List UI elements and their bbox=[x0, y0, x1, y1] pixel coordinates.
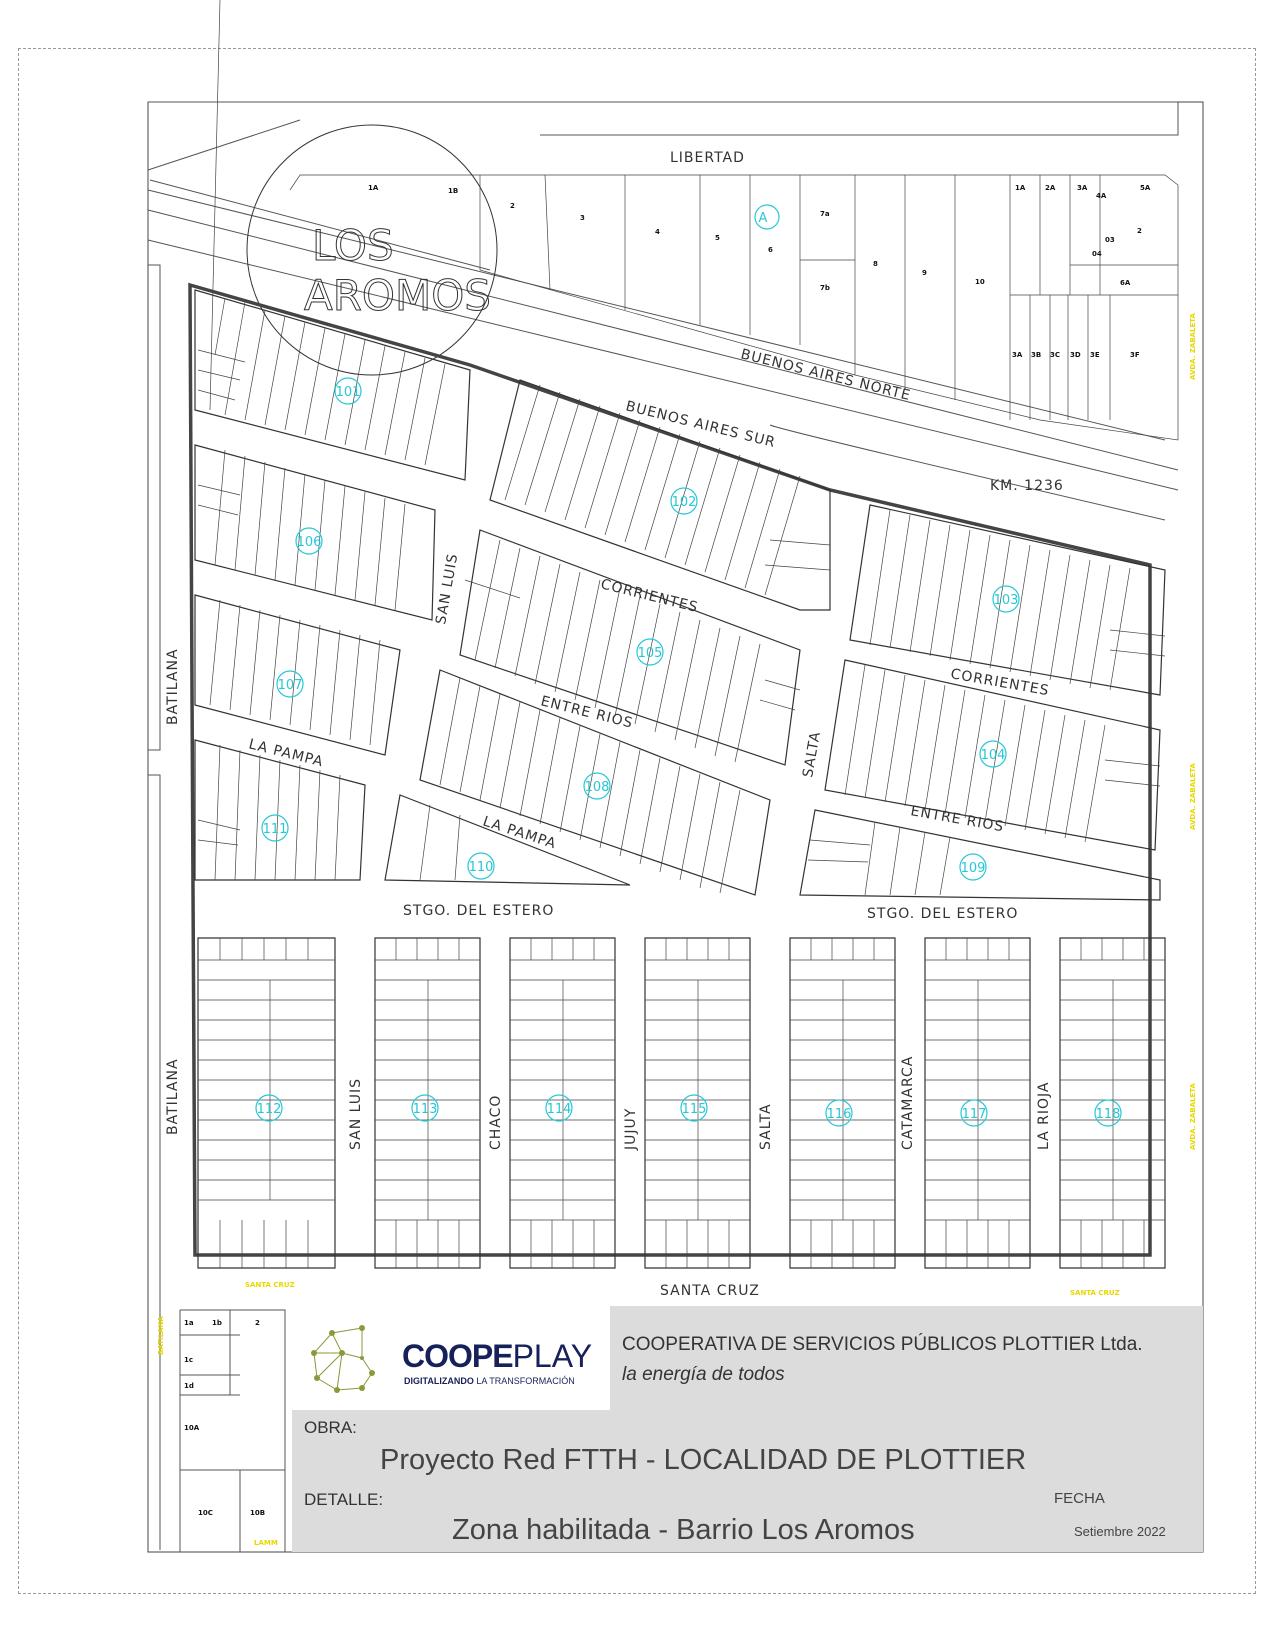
inset-lot-labels bbox=[184, 1319, 265, 1517]
svg-text:5: 5 bbox=[715, 234, 720, 242]
street-santa-cruz-small-1: SANTA CRUZ bbox=[245, 1281, 295, 1289]
svg-text:10B: 10B bbox=[250, 1509, 266, 1517]
svg-text:2: 2 bbox=[1137, 227, 1142, 235]
street-zabaleta-1: AVDA. ZABALETA bbox=[1189, 313, 1197, 380]
street-san-luis-2: SAN LUIS bbox=[348, 1077, 364, 1150]
enabled-zone-outline bbox=[190, 285, 1150, 1255]
detalle-section bbox=[292, 1488, 1047, 1552]
block-id-101: 101 bbox=[335, 385, 361, 400]
svg-text:2: 2 bbox=[255, 1319, 260, 1327]
block-id-116: 116 bbox=[826, 1107, 852, 1122]
tagline-bold: DIGITALIZANDO bbox=[404, 1376, 474, 1386]
block-106 bbox=[195, 445, 435, 620]
block-id-111: 111 bbox=[262, 822, 288, 837]
street-santa-cruz-small-2: SANTA CRUZ bbox=[1070, 1289, 1120, 1297]
block-id-114: 114 bbox=[546, 1102, 572, 1117]
svg-text:3A: 3A bbox=[1077, 184, 1088, 192]
block-id-105: 105 bbox=[637, 646, 663, 661]
block-id-112: 112 bbox=[256, 1102, 282, 1117]
street-la-rioja: LA RIOJA bbox=[1036, 1081, 1052, 1150]
coopeplay-logo-icon bbox=[302, 1318, 392, 1398]
street-buenos-aires-sur: BUENOS AIRES SUR bbox=[624, 398, 778, 452]
svg-text:2: 2 bbox=[510, 202, 515, 210]
obra-label: OBRA: bbox=[304, 1418, 357, 1437]
street-zabaleta-3: AVDA. ZABALETA bbox=[1189, 1083, 1197, 1150]
tagline-light: LA TRANSFORMACIÓN bbox=[476, 1376, 575, 1386]
svg-text:1d: 1d bbox=[184, 1382, 194, 1390]
svg-text:4A: 4A bbox=[1096, 192, 1107, 200]
street-san-luis-1: SAN LUIS bbox=[433, 551, 462, 626]
svg-text:3A: 3A bbox=[1012, 351, 1023, 359]
block-id-115: 115 bbox=[681, 1102, 707, 1117]
cooperative-name: COOPERATIVA DE SERVICIOS PÚBLICOS PLOTTIER Ltda. bbox=[622, 1334, 1143, 1355]
area-title-line1: LOS bbox=[312, 221, 394, 270]
street-batilana-small: BATILANA bbox=[157, 1316, 165, 1355]
block-id-113: 113 bbox=[412, 1102, 438, 1117]
street-km: KM. 1236 bbox=[990, 478, 1064, 494]
brand-name bbox=[402, 1338, 592, 1375]
street-santa-cruz: SANTA CRUZ bbox=[660, 1283, 760, 1299]
svg-text:8: 8 bbox=[873, 260, 878, 268]
street-jujuy: JUJUY bbox=[623, 1107, 639, 1150]
svg-text:1A: 1A bbox=[368, 184, 379, 192]
svg-text:7b: 7b bbox=[820, 284, 830, 292]
block-107 bbox=[195, 595, 400, 755]
fecha-value: Setiembre 2022 bbox=[1074, 1524, 1166, 1539]
svg-text:10A: 10A bbox=[184, 1424, 200, 1432]
street-salta-1: SALTA bbox=[800, 729, 825, 779]
street-la-pampa-1: LA PAMPA bbox=[247, 736, 326, 771]
svg-text:10C: 10C bbox=[198, 1509, 213, 1517]
svg-text:3E: 3E bbox=[1090, 351, 1100, 359]
street-lamm: LAMM bbox=[254, 1539, 278, 1547]
street-corrientes-1: CORRIENTES bbox=[599, 576, 700, 617]
street-entre-rios-1: ENTRE RIOS bbox=[539, 693, 635, 732]
obra-value: Proyecto Red FTTH - LOCALIDAD DE PLOTTIER bbox=[380, 1444, 1027, 1476]
brand-tagline bbox=[404, 1376, 575, 1386]
svg-text:3: 3 bbox=[580, 214, 585, 222]
batilana-strip bbox=[148, 265, 160, 1550]
block-id-104: 104 bbox=[980, 748, 1006, 763]
svg-text:6A: 6A bbox=[1120, 279, 1131, 287]
svg-text:7a: 7a bbox=[820, 210, 830, 218]
detalle-label: DETALLE: bbox=[304, 1490, 384, 1509]
brand-logo-area bbox=[292, 1306, 611, 1411]
street-batilana-1: BATILANA bbox=[165, 648, 181, 725]
svg-text:1c: 1c bbox=[184, 1356, 194, 1364]
libertad-road bbox=[148, 102, 1178, 135]
block-id-117: 117 bbox=[961, 1107, 987, 1122]
block-id-102: 102 bbox=[671, 495, 697, 510]
street-salta-2: SALTA bbox=[758, 1103, 774, 1150]
brand-bold: COOPE bbox=[402, 1338, 513, 1374]
block-id-109: 109 bbox=[960, 861, 986, 876]
svg-text:6: 6 bbox=[768, 246, 773, 254]
block-116 bbox=[790, 938, 895, 1268]
svg-text:3D: 3D bbox=[1070, 351, 1081, 359]
street-entre-rios-2: ENTRE RIOS bbox=[909, 803, 1006, 836]
svg-text:5A: 5A bbox=[1140, 184, 1151, 192]
obra-section bbox=[292, 1410, 1203, 1489]
svg-text:03: 03 bbox=[1105, 236, 1115, 244]
street-batilana-2: BATILANA bbox=[165, 1058, 181, 1135]
svg-text:1a: 1a bbox=[184, 1319, 194, 1327]
fecha-section bbox=[1046, 1488, 1203, 1552]
title-block bbox=[292, 1306, 1203, 1552]
area-title-line2: AROMOS bbox=[304, 271, 491, 320]
street-buenos-aires-norte: BUENOS AIRES NORTE bbox=[739, 346, 913, 405]
svg-text:3B: 3B bbox=[1031, 351, 1042, 359]
street-la-pampa-2: LA PAMPA bbox=[480, 813, 559, 853]
street-zabaleta-2: AVDA. ZABALETA bbox=[1189, 763, 1197, 830]
cooperative-info bbox=[610, 1306, 1203, 1411]
block-id-103: 103 bbox=[993, 593, 1019, 608]
svg-text:3F: 3F bbox=[1130, 351, 1140, 359]
svg-text:4: 4 bbox=[655, 228, 660, 236]
svg-text:3C: 3C bbox=[1050, 351, 1061, 359]
block-id-118: 118 bbox=[1095, 1107, 1121, 1122]
street-libertad: LIBERTAD bbox=[670, 150, 745, 166]
street-stgo-2: STGO. DEL ESTERO bbox=[867, 906, 1019, 922]
block-id-110: 110 bbox=[468, 860, 494, 875]
street-catamarca: CATAMARCA bbox=[900, 1055, 916, 1150]
svg-text:9: 9 bbox=[922, 269, 927, 277]
block-117 bbox=[925, 938, 1030, 1268]
street-corrientes-2: CORRIENTES bbox=[949, 666, 1051, 700]
block-id-108: 108 bbox=[584, 780, 610, 795]
svg-text:1B: 1B bbox=[448, 187, 459, 195]
street-stgo-1: STGO. DEL ESTERO bbox=[403, 903, 555, 919]
svg-text:1A: 1A bbox=[1015, 184, 1026, 192]
rail-line-1 bbox=[148, 240, 1178, 490]
detalle-value: Zona habilitada - Barrio Los Aromos bbox=[452, 1514, 915, 1546]
block-A-label: A bbox=[758, 211, 768, 226]
street-chaco: CHACO bbox=[488, 1094, 504, 1150]
block-id-106: 106 bbox=[296, 535, 322, 550]
svg-text:10: 10 bbox=[975, 278, 985, 286]
fecha-label: FECHA bbox=[1054, 1490, 1105, 1507]
cooperative-slogan: la energía de todos bbox=[622, 1364, 785, 1385]
svg-text:1b: 1b bbox=[212, 1319, 222, 1327]
block-id-107: 107 bbox=[277, 678, 303, 693]
access-road bbox=[148, 120, 300, 170]
brand-light: PLAY bbox=[512, 1338, 593, 1374]
svg-text:2A: 2A bbox=[1045, 184, 1056, 192]
svg-text:04: 04 bbox=[1092, 250, 1102, 258]
